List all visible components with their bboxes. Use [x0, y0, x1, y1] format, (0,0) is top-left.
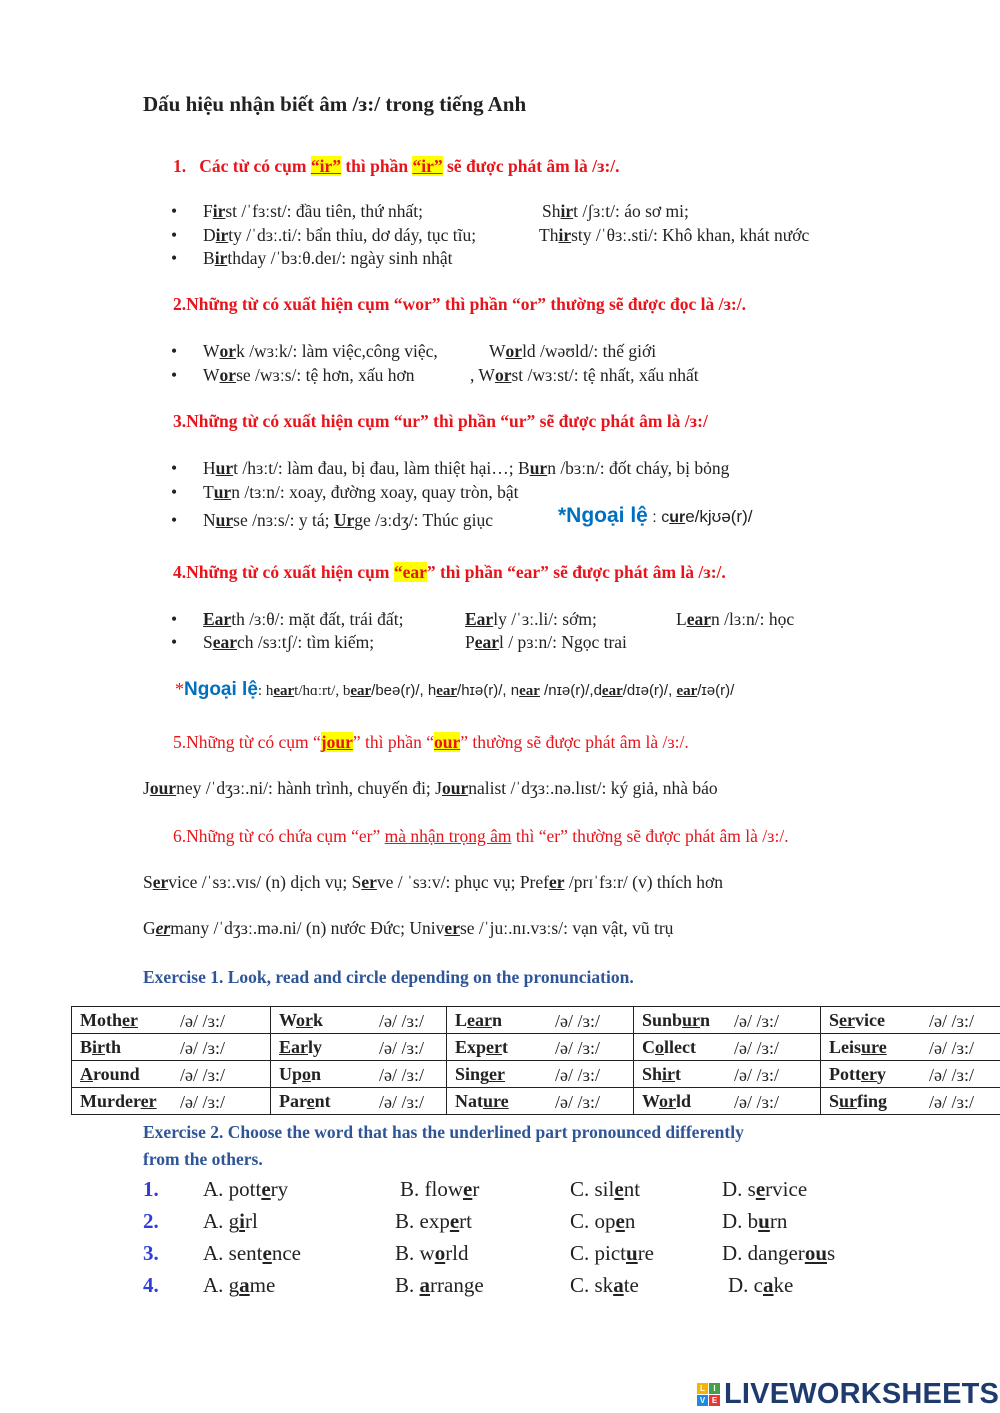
pronunciation-options[interactable]: /ə/ /ɜ:/ [180, 1038, 226, 1058]
pronunciation-options[interactable]: /ə/ /ɜ:/ [929, 1065, 975, 1085]
logo-tile: L [697, 1383, 708, 1394]
pronunciation-options[interactable]: /ə/ /ɜ:/ [180, 1011, 226, 1031]
pronunciation-options[interactable]: /ə/ /ɜ:/ [734, 1038, 780, 1058]
logo-tile: V [697, 1395, 708, 1406]
exercise-1-heading: Exercise 1. Look, read and circle depending on the pronunciation. [143, 967, 634, 987]
word: Sunburn [642, 1009, 711, 1030]
pronunciation-options[interactable]: /ə/ /ɜ:/ [379, 1065, 425, 1085]
question-number: 4. [143, 1273, 159, 1297]
word-cell [634, 1007, 821, 1034]
answer-option[interactable]: C. silent [570, 1177, 641, 1201]
rule-4-exception: *Ngoại lệ: heart/hɑːrt/, bear/beə(r)/, hear/hɪə(r)/, near /nɪə(r)/,dear/dɪə(r)/, ear/ɪə(r)/ [175, 679, 735, 700]
pronunciation-options[interactable]: /ə/ /ɜ:/ [379, 1011, 425, 1031]
word: Collect [642, 1036, 696, 1057]
word: Upon [279, 1063, 322, 1084]
example-word: Shirt /ʃɜːt/: áo sơ mi; [542, 201, 689, 221]
answer-option[interactable]: B. expert [395, 1209, 472, 1233]
table-row [72, 1034, 1000, 1061]
rule-1-text-b: thì phần [340, 156, 413, 176]
rule-1-heading [173, 156, 620, 177]
rule-6-heading: 6.Những từ có chứa cụm “er” mà nhận trọng âm thì “er” thường sẽ được phát âm là /ɜ:/. [173, 826, 789, 846]
table-row [72, 1088, 1000, 1115]
example-word: , Worst /wɜːst/: tệ nhất, xấu nhất [470, 365, 699, 385]
word-cell [72, 1061, 271, 1088]
word-cell [447, 1007, 634, 1034]
word: Parent [279, 1090, 331, 1111]
rule-3-heading: 3.Những từ có xuất hiện cụm “ur” thì phần “ur” sẽ được phát âm là /ɜ:/ [173, 411, 708, 431]
word-cell [634, 1034, 821, 1061]
word: Around [80, 1063, 140, 1084]
exception-note: *Ngoại lệ : cure/kjʊə(r)/ [558, 504, 753, 527]
rule-5-heading: 5.Những từ có cụm “jour” thì phần “our” thường sẽ được phát âm là /ɜ:/. [173, 732, 689, 752]
rule-1-highlight-1: “ir” [310, 156, 341, 176]
answer-option[interactable]: B. world [395, 1241, 469, 1265]
example-word: Nurse /nɜːs/: y tá; Urge /ɜːdʒ/: Thúc giục [203, 510, 493, 530]
word: Nature [455, 1090, 509, 1111]
word: Murderer [80, 1090, 157, 1111]
example-word: Earth /ɜːθ/: mặt đất, trái đất; [203, 609, 404, 629]
word-cell [821, 1061, 1000, 1088]
example-word: Turn /tɜːn/: xoay, đường xoay, quay tròn, bật [203, 482, 519, 502]
pronunciation-options[interactable]: /ə/ /ɜ:/ [180, 1092, 226, 1112]
page-title: Dấu hiệu nhận biết âm /ɜ:/ trong tiếng Anh [143, 92, 527, 116]
example-word: First /ˈfɜːst/: đầu tiên, thứ nhất; [203, 201, 424, 221]
logo-tile: E [709, 1395, 720, 1406]
pronunciation-options[interactable]: /ə/ /ɜ:/ [555, 1038, 601, 1058]
rule-1-text-a: Các từ có cụm [199, 156, 311, 176]
pronunciation-options[interactable]: /ə/ /ɜ:/ [379, 1092, 425, 1112]
word-cell [271, 1061, 447, 1088]
question-number: 2. [143, 1209, 159, 1233]
example-word: World /wəʊld/: thế giới [489, 341, 657, 361]
answer-option[interactable]: D. service [722, 1177, 808, 1201]
pronunciation-options[interactable]: /ə/ /ɜ:/ [555, 1011, 601, 1031]
word: Expert [455, 1036, 509, 1057]
answer-option[interactable]: D. cake [728, 1273, 794, 1297]
word-cell [72, 1088, 271, 1115]
word-cell [72, 1007, 271, 1034]
example-word: Worse /wɜːs/: tệ hơn, xấu hơn [203, 365, 415, 385]
rule-1-number: 1. [173, 156, 187, 176]
answer-option[interactable]: C. open [570, 1209, 636, 1233]
word-cell [634, 1088, 821, 1115]
answer-option[interactable]: A. game [203, 1273, 276, 1297]
example-word: Pearl / pɜːn/: Ngọc trai [465, 632, 627, 652]
pronunciation-options[interactable]: /ə/ /ɜ:/ [555, 1065, 601, 1085]
word-cell [271, 1088, 447, 1115]
answer-option[interactable]: A. sentence [203, 1241, 301, 1265]
question-number: 1. [143, 1177, 159, 1201]
answer-option[interactable]: C. picture [570, 1241, 655, 1265]
logo-text: LIVEWORKSHEETS [724, 1377, 1000, 1410]
word: Birth [80, 1036, 122, 1057]
example-word: Search /sɜːtʃ/: tìm kiếm; [203, 632, 375, 652]
word: Leisure [829, 1036, 887, 1057]
rule-1-highlight-2: “ir” [412, 156, 443, 176]
example-word: Work /wɜːk/: làm việc,công việc, [203, 341, 438, 361]
answer-option[interactable]: D. dangerous [722, 1241, 836, 1265]
exercise-2-heading-line-1: Exercise 2. Choose the word that has the underlined part pronounced differently [143, 1122, 744, 1142]
word-cell [447, 1088, 634, 1115]
word: Pottery [829, 1063, 886, 1084]
word-cell [72, 1034, 271, 1061]
word-cell [271, 1034, 447, 1061]
rule-6-examples-1: Service /ˈsɜː.vɪs/ (n) dịch vụ; Serve / ˈsɜːv/: phục vụ; Prefer /prɪˈfɜːr/ (v) thích hơn [143, 872, 724, 892]
word: World [642, 1090, 692, 1111]
word-cell [447, 1061, 634, 1088]
pronunciation-options[interactable]: /ə/ /ɜ:/ [929, 1011, 975, 1031]
pronunciation-options[interactable]: /ə/ /ɜ:/ [929, 1038, 975, 1058]
word-cell [634, 1061, 821, 1088]
word-cell [821, 1034, 1000, 1061]
example-word: Early /ˈɜː.li/: sớm; [465, 609, 597, 629]
example-word: Thirsty /ˈθɜː.sti/: Khô khan, khát nước [539, 225, 810, 245]
word-cell [821, 1088, 1000, 1115]
exercise-2-heading-line-2: from the others. [143, 1149, 263, 1169]
answer-option[interactable]: C. skate [570, 1273, 639, 1297]
example-word: Learn /lɜːn/: học [676, 609, 795, 629]
exercise-1-table [71, 1006, 1000, 1115]
table-row [72, 1061, 1000, 1088]
pronunciation-options[interactable]: /ə/ /ɜ:/ [734, 1092, 780, 1112]
word: Early [279, 1036, 323, 1057]
word-cell [271, 1007, 447, 1034]
rule-6-examples-2: Germany /ˈdʒɜː.mə.ni/ (n) nước Đức; Universe /ˈjuː.nɪ.vɜːs/: vạn vật, vũ trụ [143, 918, 674, 938]
pronunciation-options[interactable]: /ə/ /ɜ:/ [379, 1038, 425, 1058]
logo-mark-icon [697, 1383, 720, 1406]
pronunciation-options[interactable]: /ə/ /ɜ:/ [734, 1065, 780, 1085]
answer-option[interactable]: B. arrange [395, 1273, 484, 1297]
pronunciation-options[interactable]: /ə/ /ɜ:/ [929, 1092, 975, 1112]
rule-5-examples: Journey /ˈdʒɜː.ni/: hành trình, chuyến đi; Journalist /ˈdʒɜː.nə.lɪst/: ký giả, nhà báo [143, 778, 718, 798]
pronunciation-options[interactable]: /ə/ /ɜ:/ [734, 1011, 780, 1031]
word: Work [279, 1009, 324, 1030]
table-row [72, 1007, 1000, 1034]
word-cell [821, 1007, 1000, 1034]
word: Service [829, 1009, 885, 1030]
pronunciation-options[interactable]: /ə/ /ɜ:/ [555, 1092, 601, 1112]
pronunciation-options[interactable]: /ə/ /ɜ:/ [180, 1065, 226, 1085]
liveworksheets-logo [697, 1376, 999, 1412]
rule-4-heading: 4.Những từ có xuất hiện cụm “ear” thì phần “ear” sẽ được phát âm là /ɜ:/. [173, 562, 726, 582]
example-word: Dirty /ˈdɜː.ti/: bẩn thỉu, dơ dáy, tục tĩu; [203, 225, 477, 245]
word-cell [447, 1034, 634, 1061]
word: Mother [80, 1009, 138, 1030]
logo-tile: I [709, 1383, 720, 1394]
rule-1-text-c: sẽ được phát âm là /ɜ:/. [442, 156, 620, 176]
answer-option[interactable]: A. girl [203, 1209, 258, 1233]
example-word: Birthday /ˈbɜːθ.deɪ/: ngày sinh nhật [203, 248, 453, 268]
rule-2-heading: 2.Những từ có xuất hiện cụm “wor” thì phần “or” thường sẽ được đọc là /ɜ:/. [173, 294, 746, 314]
answer-option[interactable]: B. flower [400, 1177, 480, 1201]
answer-option[interactable]: D. burn [722, 1209, 788, 1233]
word: Singer [455, 1063, 506, 1084]
word: Shirt [642, 1063, 682, 1084]
answer-option[interactable]: A. pottery [203, 1177, 289, 1201]
question-number: 3. [143, 1241, 159, 1265]
word: Surfing [829, 1090, 888, 1111]
word: Learn [455, 1009, 503, 1030]
example-word: Hurt /hɜːt/: làm đau, bị đau, làm thiệt hại…; Burn /bɜːn/: đốt cháy, bị bỏng [203, 458, 730, 478]
